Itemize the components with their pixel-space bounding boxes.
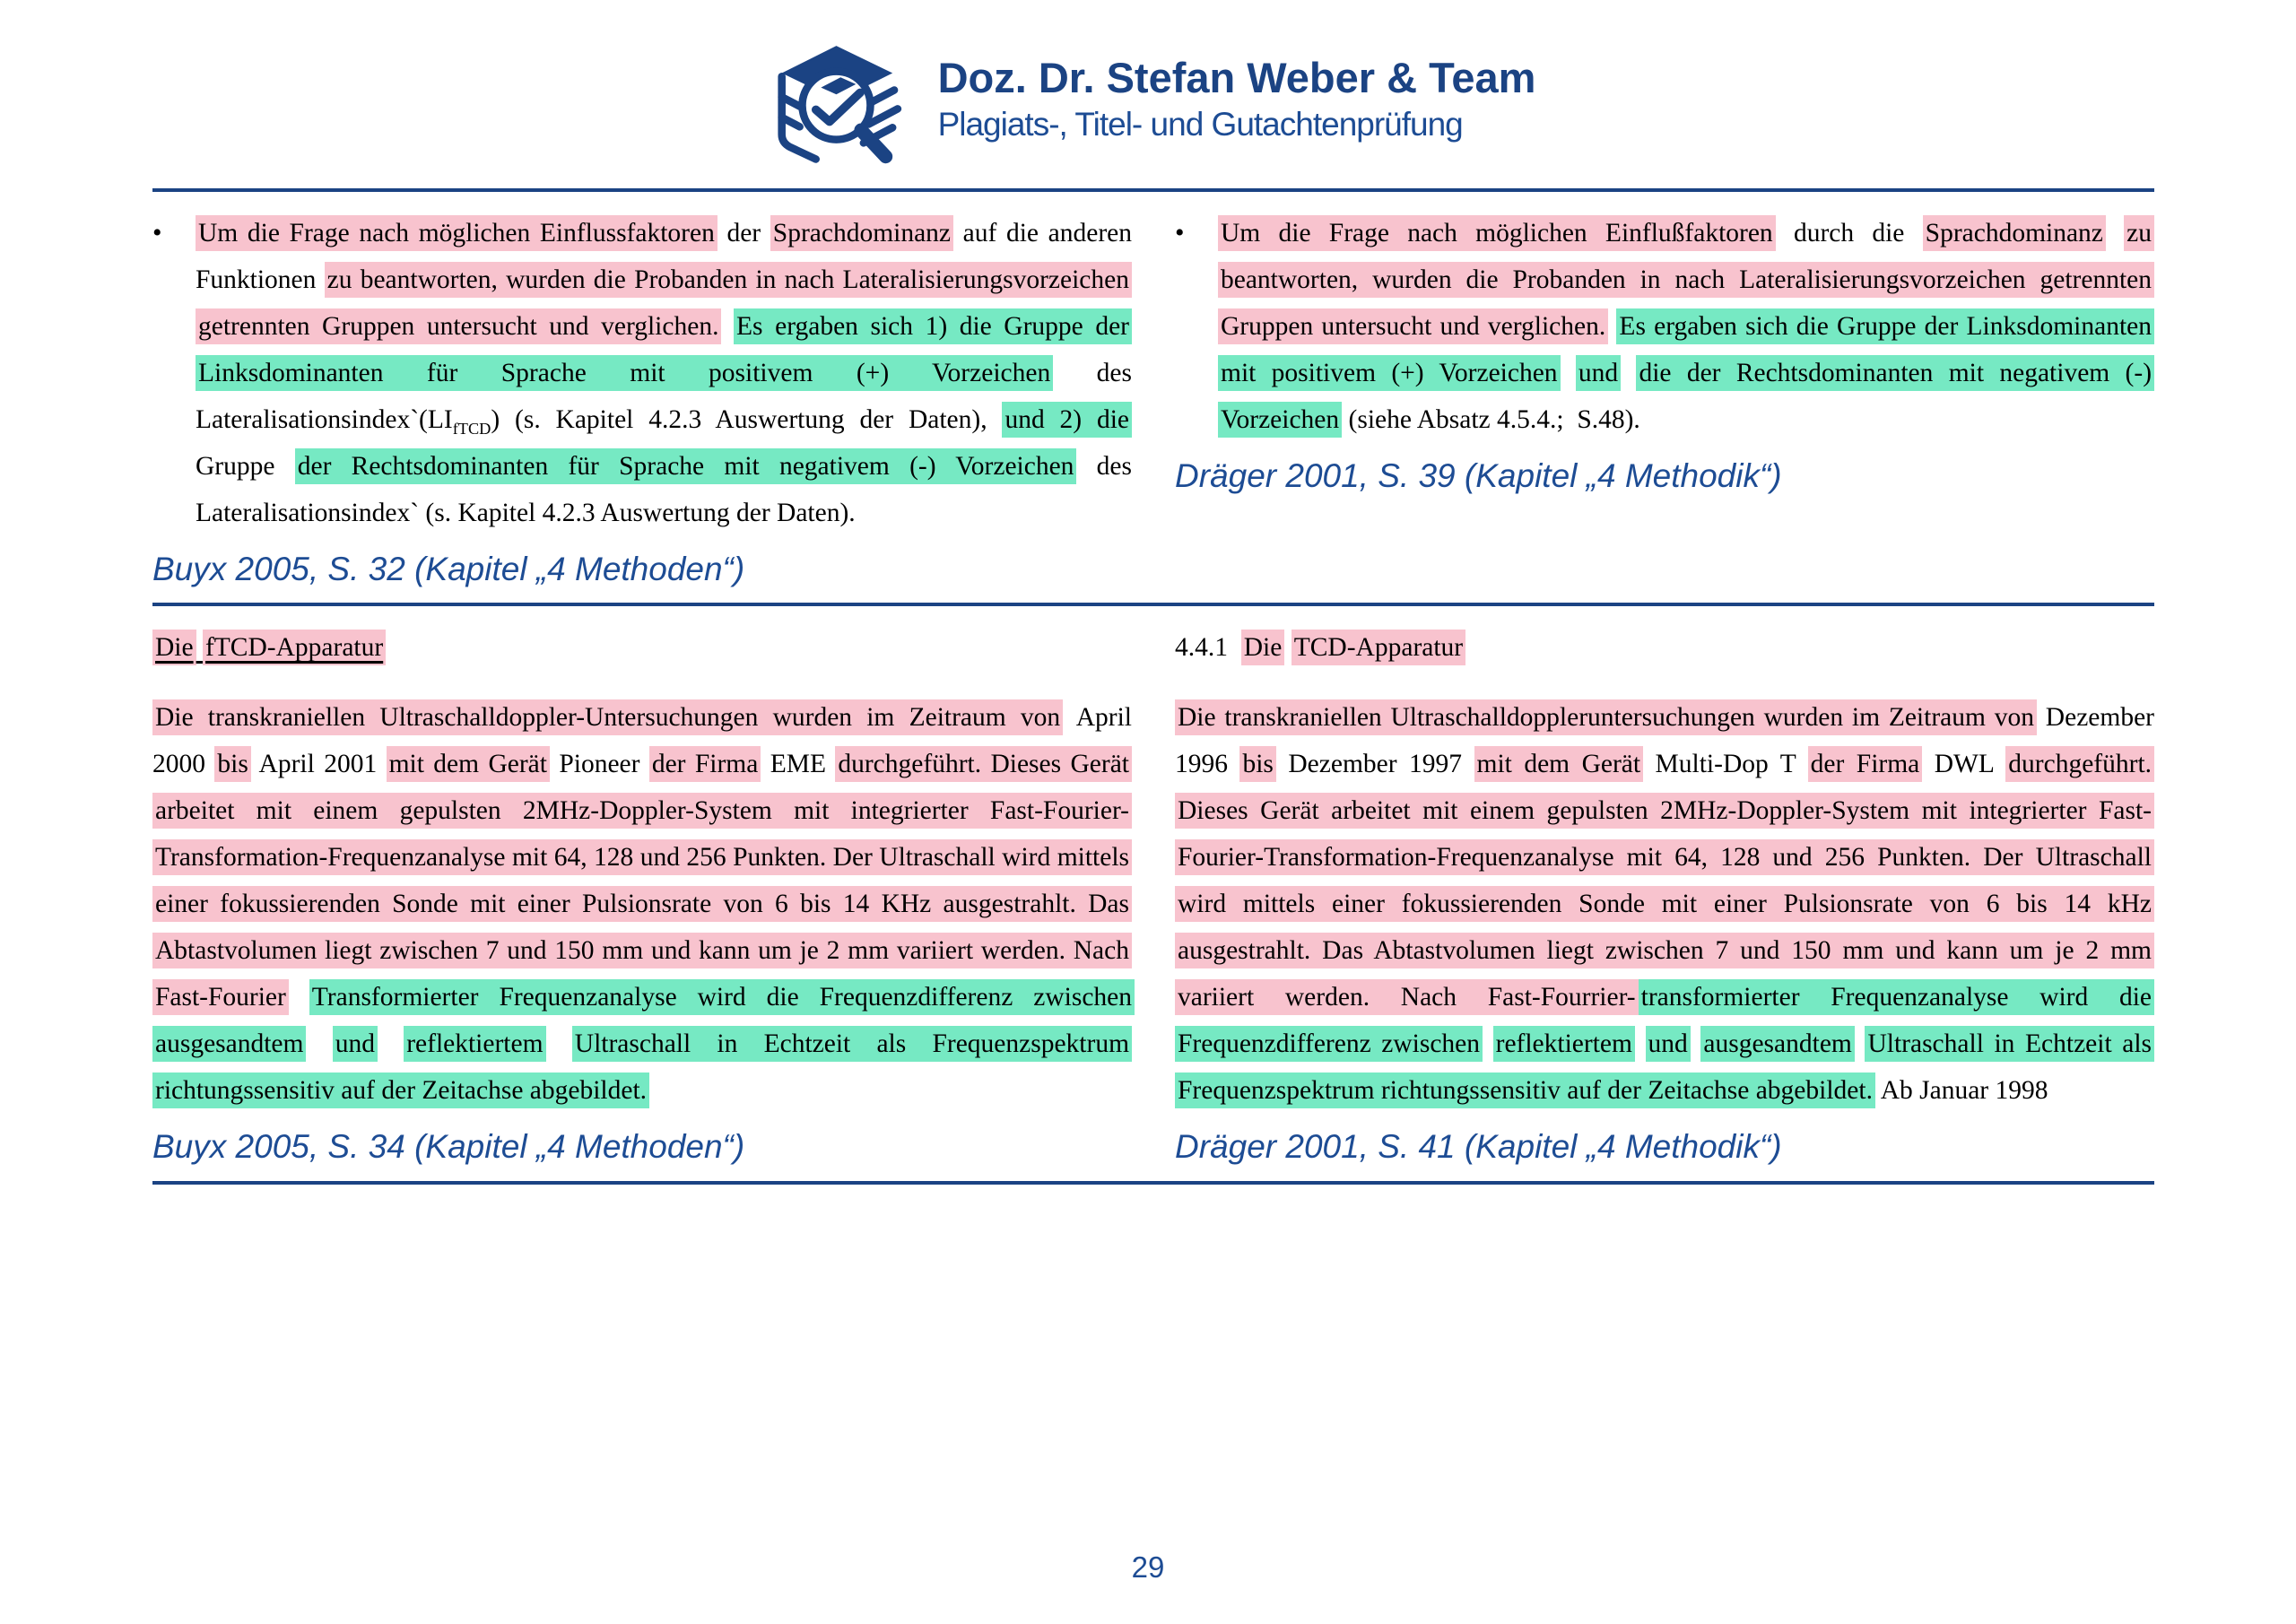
text-segment: der (717, 219, 770, 248)
text-segment: Sprachdominanz (770, 215, 953, 251)
text-segment: bis (214, 746, 250, 782)
passage-text (152, 694, 1132, 1114)
text-segment: Es ergaben sich die Gruppe der Linksdominanten mit positivem (+) Vorzeichen (1218, 308, 2154, 391)
divider-bottom (152, 1181, 2154, 1185)
text-segment: Um die Frage nach möglichen Einflussfaktoren (196, 215, 718, 251)
text-segment: EME (761, 750, 836, 779)
passage-text (1175, 694, 2154, 1114)
text-segment (1284, 633, 1291, 662)
text-segment (1691, 1029, 1701, 1058)
text-segment: ausgesandtem (152, 1026, 306, 1062)
text-segment: (siehe Absatz 4.5.4.; S.48). (1342, 405, 1640, 434)
text-segment: durchgeführt. Dieses Gerät arbeitet mit einem gepulsten 2MHz-Doppler-System mit integrierter Fast-Fourier-Transformation-Frequenzanalyse mit 64, 128 und 256 Punkten. Der Ultraschall wird mittels einer fokussierenden Sonde mit einer Pulsionsrate von 6 bis 14 KHz ausgestrahlt. Das Abtastvolumen liegt zwischen 7 und 150 mm und kann um je 2 mm variiert werden. Nach Fast-Fourier (152, 746, 1132, 1015)
passage-text (1218, 210, 2154, 443)
text-segment: die der Rechtsdominanten mit negativem (-) Vorzeichen (1218, 355, 2154, 438)
text-segment: Die transkraniellen Ultraschalldoppler-Untersuchungen wurden im Zeitraum von (152, 699, 1063, 735)
text-segment: Dezember 1997 (1275, 750, 1474, 779)
text-segment: und (333, 1026, 378, 1062)
text-segment: Gruppe (196, 452, 295, 481)
text-segment: Dezember 1996 (1175, 703, 2154, 779)
header-subtitle: Plagiats-, Titel- und Gutachtenprüfung (937, 105, 1463, 143)
page-number: 29 (1131, 1550, 1165, 1584)
passage-right-draeger-s39 (1175, 210, 2154, 603)
text-segment (1621, 359, 1636, 387)
text-segment: Sprachdominanz (1923, 215, 2106, 251)
text-segment (196, 633, 203, 662)
text-segment: Transformierter Frequenzanalyse wird die Frequenzdifferenz zwischen (309, 979, 1135, 1015)
citation-draeger-s41: Dräger 2001, S. 41 (Kapitel „4 Methodik“) (1175, 1128, 1782, 1166)
text-segment (306, 1029, 332, 1058)
text-segment: des Lateralisationsindex`(LI (196, 359, 1132, 434)
text-segment (721, 312, 734, 341)
text-segment: Die transkraniellen Ultraschalldoppleruntersuchungen wurden im Zeitraum von (1175, 699, 2037, 735)
passage-left-buyx-s32 (152, 210, 1132, 603)
header-title: Doz. Dr. Stefan Weber & Team (937, 53, 1536, 101)
passage-heading (152, 624, 1132, 671)
text-segment: Ultraschall in Echtzeit als Frequenzspektrum richtungssensitiv auf der Zeitachse abgebildet. (1175, 1026, 2154, 1108)
text-segment (378, 1029, 404, 1058)
bullet-paragraph (152, 210, 1132, 536)
text-segment (1855, 1029, 1866, 1058)
passage-left-buyx-s34 (152, 624, 1132, 1180)
text-segment: ausgesandtem (1700, 1026, 1854, 1062)
text-segment: und 2) die (1002, 402, 1132, 438)
text-segment: DWL (1922, 750, 2006, 779)
text-segment: 4.4.1 (1175, 633, 1241, 663)
bullet-marker: • (152, 218, 162, 248)
text-segment: und (1646, 1026, 1691, 1062)
text-segment: auf die anderen Funktionen (196, 219, 1133, 294)
passage-heading (1175, 624, 2154, 671)
comparison-row-1 (152, 192, 2154, 603)
text-segment (1483, 1029, 1493, 1058)
text-segment (1635, 1029, 1646, 1058)
citation-buyx-s34: Buyx 2005, S. 34 (Kapitel „4 Methoden“) (152, 1128, 745, 1166)
header (0, 0, 2296, 167)
bullet-paragraph (1175, 210, 2154, 443)
text-segment: ) (s. Kapitel 4.2.3 Auswertung der Daten), (491, 405, 1003, 434)
text-segment: Es ergaben sich 1) die Gruppe der Linksdominanten für Sprache mit positivem (+) Vorzeichen (196, 308, 1132, 391)
passage-text (196, 210, 1132, 536)
text-segment: Multi-Dop T (1643, 750, 1808, 779)
text-segment (546, 1029, 572, 1058)
text-segment (2106, 219, 2124, 248)
text-segment: Um die Frage nach möglichen Einflußfaktoren (1218, 215, 1776, 251)
text-segment: mit dem Gerät (387, 746, 550, 782)
text-segment (289, 983, 309, 1012)
text-segment: durch die (1775, 219, 1923, 248)
text-segment: zu beantworten, wurden die Probanden in nach Lateralisierungsvorzeichen getrennten Gruppen untersucht und verglichen. (196, 262, 1132, 344)
text-segment: Ultraschall in Echtzeit als Frequenzspektrum richtungssensitiv auf der Zeitachse abgebildet. (152, 1026, 1132, 1108)
text-segment: durchgeführt. Dieses Gerät arbeitet mit einem gepulsten 2MHz-Doppler-System mit integrierter Fast-Fourier-Transformation-Frequenzanalyse mit 64, 128 und 256 Punkten. Der Ultraschall wird mittels einer fokussierenden Sonde mit einer Pulsionsrate von 6 bis 14 kHz ausgestrahlt. Das Abtastvolumen liegt zwischen 7 und 150 mm und kann um je 2 mm variiert werden. Nach Fast-Fourrier- (1175, 746, 2154, 1015)
text-segment: mit dem Gerät (1474, 746, 1644, 782)
text-segment: fTCD-Apparatur (203, 630, 386, 665)
citation-draeger-s39: Dräger 2001, S. 39 (Kapitel „4 Methodik“) (1175, 457, 1782, 494)
text-segment: der Rechtsdominanten für Sprache mit negativem (-) Vorzeichen (295, 448, 1077, 484)
text-segment: der Firma (1808, 746, 1923, 782)
text-segment: fTCD (452, 419, 491, 438)
book-stack-magnifier-icon (761, 30, 911, 167)
text-segment: bis (1239, 746, 1275, 782)
comparison-row-2 (152, 606, 2154, 1180)
text-segment (1561, 359, 1576, 387)
text-segment: Pioneer (549, 750, 649, 779)
text-segment: und (1576, 355, 1621, 391)
text-segment: TCD-Apparatur (1292, 630, 1465, 665)
text-segment: Ab Januar 1998 (1874, 1076, 2048, 1106)
header-text-block (938, 55, 1536, 143)
text-segment: April 2001 (250, 750, 387, 779)
text-segment: Die (152, 630, 196, 665)
text-segment: April 2000 (152, 703, 1132, 779)
text-segment: Die (1241, 630, 1285, 665)
text-segment: der Firma (649, 746, 761, 782)
text-segment: des Lateralisationsindex` (s. Kapitel 4.2.3 Auswertung der Daten). (196, 452, 1132, 527)
text-segment: transformierter Frequenzanalyse wird die Frequenzdifferenz zwischen (1175, 979, 2154, 1062)
text-segment: reflektiertem (404, 1026, 545, 1062)
passage-right-draeger-s41 (1175, 624, 2154, 1180)
citation-buyx-s32: Buyx 2005, S. 32 (Kapitel „4 Methoden“) (152, 551, 745, 587)
bullet-marker: • (1175, 218, 1185, 248)
page-footer (0, 1550, 2296, 1585)
text-segment: zu beantworten, wurden die Probanden in nach Lateralisierungsvorzeichen getrennten Gruppen untersucht und verglichen. (1218, 215, 2154, 344)
text-segment: reflektiertem (1493, 1026, 1635, 1062)
